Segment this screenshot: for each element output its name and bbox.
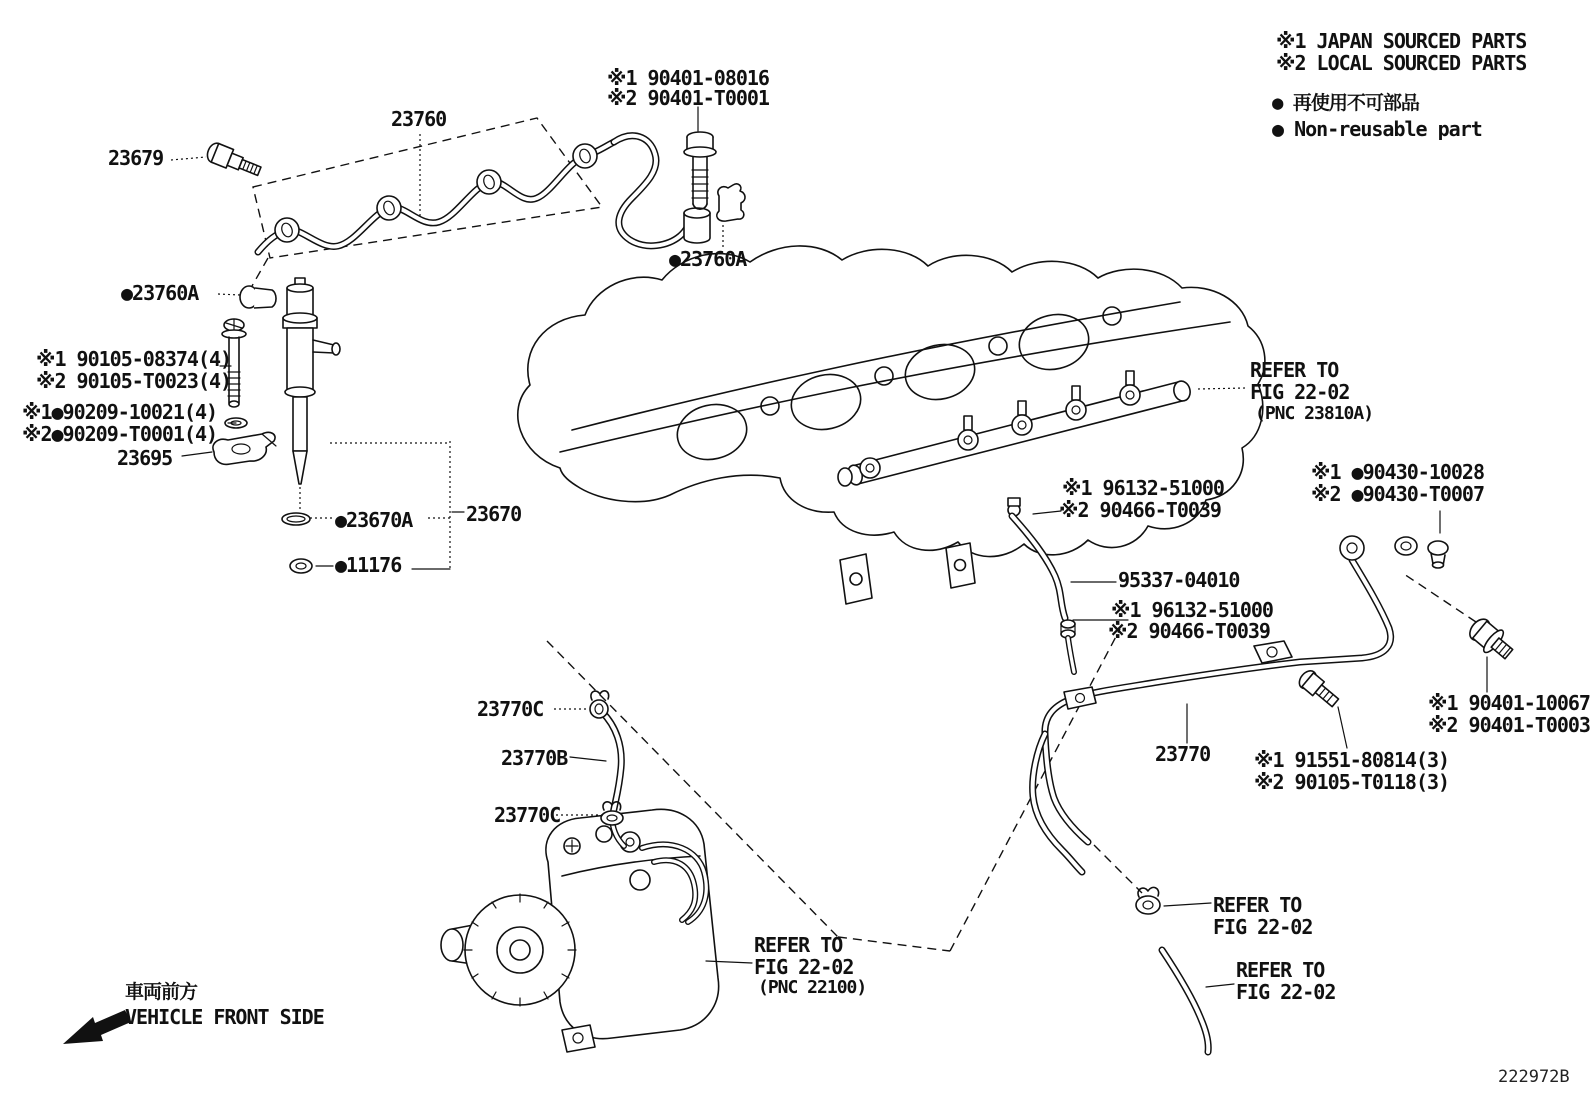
callout-95337: 95337-04010 (1118, 568, 1240, 592)
callout-90430-2: ※2 ●90430-T0007 (1311, 482, 1485, 506)
callout-23770: 23770 (1155, 742, 1211, 766)
callout-96132-a2: ※2 90466-T0039 (1059, 498, 1221, 522)
callout-23679: 23679 (108, 146, 164, 170)
callout-11176: ●11176 (335, 553, 402, 577)
vehicle-front-label-en: VEHICLE FRONT SIDE (125, 1005, 324, 1029)
supply-pump-art (441, 809, 719, 1052)
injector-assembly-art (213, 278, 340, 573)
callout-23770c-lower: 23770C (494, 803, 561, 827)
callout-90401-right-2: ※2 90401-T0003 (1428, 713, 1590, 737)
refer-note-pump-line1: REFER TO (754, 933, 843, 957)
callout-91551-1: ※1 91551-80814(3) (1254, 748, 1450, 772)
inlet-hose-art (590, 691, 623, 825)
callout-23770b: 23770B (501, 746, 568, 770)
callout-23670a: ●23670A (335, 508, 413, 532)
refer-note-right-lower-line1: REFER TO (1236, 958, 1325, 982)
figure-code: 222972B (1498, 1067, 1570, 1087)
legend-non-reusable-en: ● Non-reusable part (1272, 117, 1482, 141)
callout-90105-1: ※1 90105-08374(4) (36, 347, 232, 371)
legend-local-sourced: ※2 LOCAL SOURCED PARTS (1276, 51, 1527, 75)
callout-90430-1: ※1 ●90430-10028 (1311, 460, 1485, 484)
callout-90401-right-1: ※1 90401-10067 (1428, 691, 1590, 715)
refer-note-rail-line2: FIG 22-02 (1250, 380, 1350, 404)
callout-23670: 23670 (466, 502, 522, 526)
leader-lines (171, 107, 1487, 987)
refer-note-right-lower-line2: FIG 22-02 (1236, 980, 1336, 1004)
injection-pipe-art (258, 136, 745, 252)
vehicle-front-arrow (63, 1010, 131, 1044)
refer-note-pump-line2: FIG 22-02 (754, 955, 854, 979)
legend-non-reusable-jp: ● 再使用不可部品 (1272, 92, 1419, 114)
callout-90401-top-2: ※2 90401-T0001 (607, 86, 769, 110)
vehicle-front-label-jp: 車両前方 (125, 981, 198, 1003)
callout-23760: 23760 (391, 107, 447, 131)
callout-23695: 23695 (117, 446, 173, 470)
legend-japan-sourced: ※1 JAPAN SOURCED PARTS (1276, 29, 1527, 53)
callout-90105-2: ※2 90105-T0023(4) (36, 369, 232, 393)
callout-23770c-upper: 23770C (477, 697, 544, 721)
refer-note-right-upper-line2: FIG 22-02 (1213, 915, 1313, 939)
return-hose-art (1136, 887, 1208, 1052)
refer-note-rail-line1: REFER TO (1250, 358, 1339, 382)
union-bolt-top-art (684, 132, 716, 209)
callout-96132-b1: ※1 96132-51000 (1111, 598, 1273, 622)
callout-96132-a1: ※1 96132-51000 (1062, 476, 1224, 500)
refer-note-pump-line3: (PNC 22100) (758, 977, 867, 998)
callout-90209-2: ※2●90209-T0001(4) (22, 422, 218, 446)
callout-90401-top-1: ※1 90401-08016 (607, 66, 769, 90)
check-valve-23679-art (205, 141, 263, 180)
callout-96132-b2: ※2 90466-T0039 (1108, 619, 1270, 643)
callout-90209-1: ※1●90209-10021(4) (22, 400, 218, 424)
engine-block-art (518, 246, 1265, 604)
refer-note-rail-line3: (PNC 23810A) (1255, 403, 1374, 424)
callout-91551-2: ※2 90105-T0118(3) (1254, 770, 1450, 794)
callout-23760a-mid: ●23760A (669, 247, 747, 271)
grommet-23760a-art (240, 286, 276, 308)
callout-23760a-left: ●23760A (121, 281, 199, 305)
refer-note-right-upper-line1: REFER TO (1213, 893, 1302, 917)
